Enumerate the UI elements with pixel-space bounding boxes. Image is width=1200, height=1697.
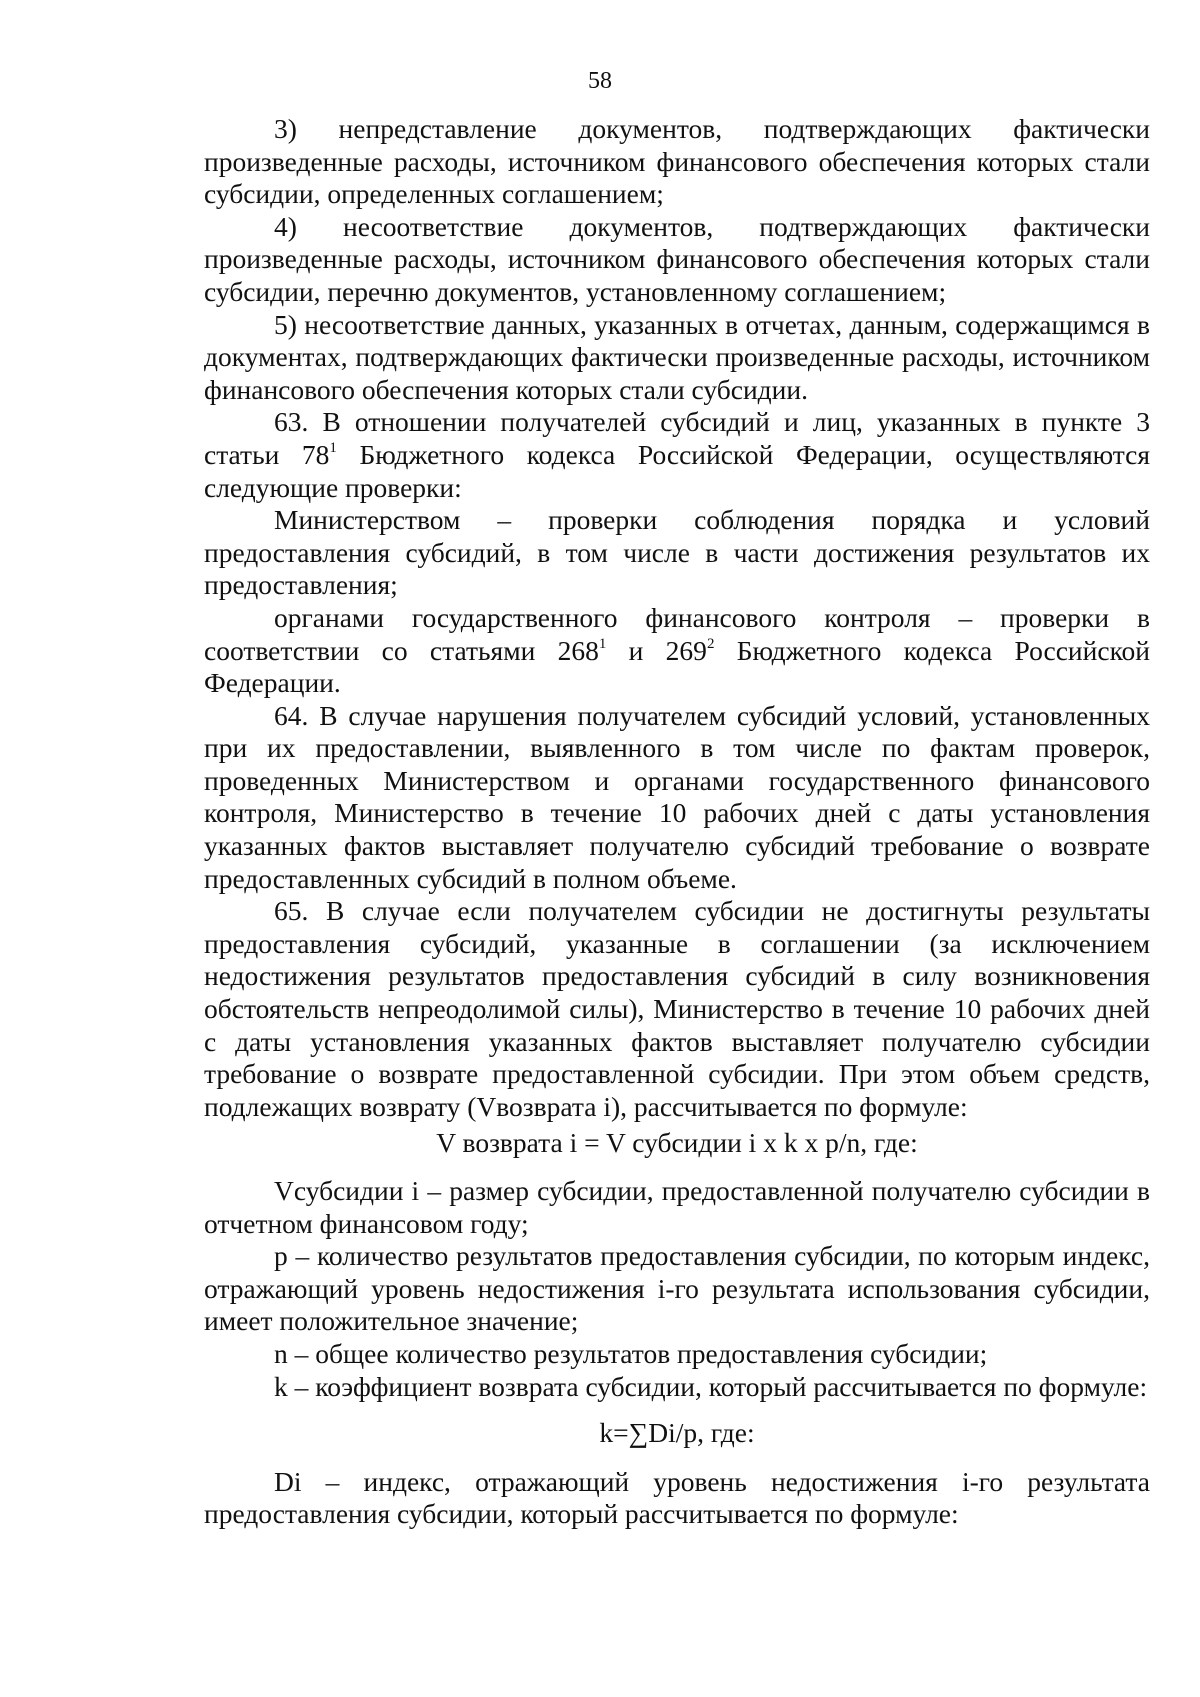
paragraph-64: 64. В случае нарушения получателем субсидий условий, установленных при их предоставлении, выявленного в том числе по фактам проверок, проведенных Министерством и органами государственного финансового контроля, Министерство в течение 10 рабочих дней с даты установления указанных фактов выставляет получателю субсидий требование о возврате предоставленных субсидий в полном объеме. xyxy=(204,699,1150,894)
formula-refund-volume: V возврата i = V субсидии i x k x p/n, где: xyxy=(436,1127,918,1159)
paragraph-63 xyxy=(204,406,1150,504)
paragraph-ministry-checks: Министерством – проверки соблюдения порядка и условий предоставления субсидий, в том числе в части достижения результатов их предоставления; xyxy=(204,504,1150,601)
control-organs-text-a: органами государственного финансового контроля – проверки в соответствии со статьями 268 xyxy=(204,601,1150,666)
paragraph-63-text-a: 63. В отношении получателей субсидий и лиц, указанных в пункте 3 статьи 78 xyxy=(204,406,1150,470)
superscript: 1 xyxy=(329,439,337,456)
control-organs-text-c: Бюджетного кодекса Российской Федерации. xyxy=(204,634,1150,699)
page-number: 58 xyxy=(588,68,612,94)
definition-di: Di – индекс, отражающий уровень недостижения i-го результата предоставления субсидии, который рассчитывается по формуле: xyxy=(204,1465,1150,1530)
document-body xyxy=(204,113,1150,1531)
paragraph-control-organs xyxy=(204,602,1150,700)
paragraph-item-3: 3) непредставление документов, подтверждающих фактически произведенные расходы, источником финансового обеспечения которых стали субсидии, определенных соглашением; xyxy=(204,113,1150,210)
definition-n: n – общее количество результатов предоставления субсидии; xyxy=(274,1337,988,1369)
definition-v-subsidy: Vсубсидии i – размер субсидии, предоставленной получателю субсидии в отчетном финансовом году; xyxy=(204,1175,1150,1239)
paragraph-item-4: 4) несоответствие документов, подтверждающих фактически произведенные расходы, источником финансового обеспечения которых стали субсидии, перечню документов, установленному соглашением; xyxy=(204,210,1150,307)
paragraph-item-5: 5) несоответствие данных, указанных в отчетах, данным, содержащимся в документах, подтверждающих фактически произведенные расходы, источником финансового обеспечения которых стали субсидии. xyxy=(204,308,1150,405)
superscript: 1 xyxy=(598,635,607,652)
formula-k-coefficient: k=∑Di/p, где: xyxy=(599,1417,755,1449)
definition-k: k – коэффициент возврата субсидии, который рассчитывается по формуле: xyxy=(274,1370,1148,1402)
control-organs-text-b: и 269 xyxy=(606,634,707,666)
paragraph-63-text-b: Бюджетного кодекса Российской Федерации, осуществляются следующие проверки: xyxy=(204,438,1150,503)
superscript: 2 xyxy=(706,635,715,652)
paragraph-65: 65. В случае если получателем субсидии не достигнуты результаты предоставления субсидий, указанные в соглашении (за исключением недостижения результатов предоставления субсидий в силу возникновения обстоятельств непреодолимой силы), Министерство в течение 10 рабочих дней с даты установления указанных фактов выставляет получателю субсидии требование о возврате предоставленной субсидии. При этом объем средств, подлежащих возврату (Vвозврата i), рассчитывается по формуле: xyxy=(204,895,1150,1122)
definition-p: p – количество результатов предоставления субсидии, по которым индекс, отражающий уровень недостижения i-го результата использования субсидии, имеет положительное значение; xyxy=(204,1240,1150,1337)
